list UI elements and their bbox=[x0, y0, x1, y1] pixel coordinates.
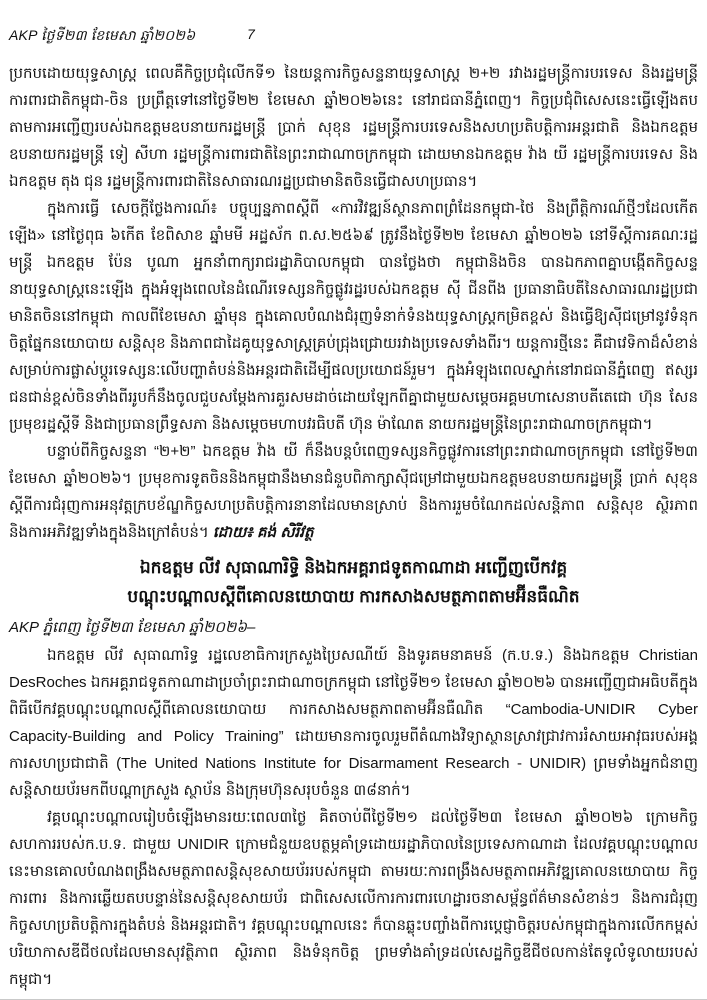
article1-paragraph-statement: ក្នុងការធ្វើ សេចក្តីថ្លែងការណ៍៖ បច្ចុប្បន្នភាពស្តីពី «ការវិវឌ្ឍន៍ស្ថានភាពព្រំដែនកម្ពុជា-ថៃ និងព្រឹត្តិការណ៍ថ្មីៗដែលកើតឡើង» នៅថ្ងៃពុធ ៦កើត ខែពិសាខ ឆ្នាំមមី អដ្ឋស័ក ព.ស.២៥៦៩ ត្រូវនឹងថ្ងៃទី២២ ខែមេសា ឆ្នាំ២០២៦ នៅទីស្តីការគណៈរដ្ឋមន្ត្រី ឯកឧត្តម ប៉ែន បូណា អ្នកនាំពាក្យរាជរដ្ឋាភិបាលកម្ពុជា បានថ្លែងថា កម្ពុជានិងចិន បានឯកភាពគ្នាបង្កើតកិច្ចសន្ទនាយុទ្ធសាស្ត្រនេះឡើង ក្នុងអំឡុងពេលនៃដំណើរទេស្សនកិច្ចផ្លូវរដ្ឋរបស់ឯកឧត្តម ស៊ី ជីនពីង ប្រធានាធិបតីនៃសាធារណរដ្ឋប្រជាមានិតចិននៅកម្ពុជា កាលពីខែមេសា ឆ្នាំមុន ក្នុងគោលបំណងជំរុញទំនាក់ទំនងយុទ្ធសាស្ត្រកម្រិតខ្ពស់ និងធ្វើឱ្យស៊ីជម្រៅនូវទំនុកចិត្តផ្នែកនយោបាយ សន្តិសុខ និងភាពជាដៃគូយុទ្ធសាស្ត្រគ្រប់ជ្រុងជ្រោយរវាងប្រទេសទាំងពីរ។ យន្តការថ្មីនេះ គឺជាវេទិកាដ៏សំខាន់សម្រាប់ការផ្លាស់ប្តូរទេស្សនៈលើបញ្ហាតំបន់និងអន្តរជាតិដើម្បីផលប្រយោជន៍រួម។ ក្នុងអំឡុងពេលស្នាក់នៅរាជធានីភ្នំពេញ ឥស្សរជនជាន់ខ្ពស់ចិនទាំងពីររូបក៏នឹងចូលជួបសម្តែងការគួរសមដាច់ដោយឡែកពីគ្នាជាមួយសម្តេចអគ្គមហាសេនាបតីតេជោ ហ៊ុន សែន ប្រមុខរដ្ឋស្តីទី និងជាប្រធានព្រឹទ្ធសភា និងសម្តេចមហាបវរធិបតី ហ៊ុន ម៉ាណែត នាយករដ្ឋមន្ត្រីនៃព្រះរាជាណាចក្រកម្ពុជា។ bbox=[9, 200, 698, 433]
article1-paragraph-continuation: ប្រកបដោយយុទ្ធសាស្ត្រ ពេលគឺកិច្ចប្រជុំលើកទី១ នៃយន្តការកិច្ចសន្ទនាយុទ្ធសាស្ត្រ ២+២ រវាងរដ្ឋមន្ត្រីការបរទេស និងរដ្ឋមន្ត្រីការពារជាតិកម្ពុជា-ចិន ប្រព្រឹត្តទៅនៅថ្ងៃទី២២ ខែមេសា ឆ្នាំ២០២៦នេះ នៅរាជធានីភ្នំពេញ។ កិច្ចប្រជុំពិសេសនេះធ្វើឡើងតបតាមការអញ្ជើញរបស់ឯកឧត្តមឧបនាយករដ្ឋមន្ត្រី ប្រាក់ សុខុន រដ្ឋមន្ត្រីការបរទេសនិងសហប្រតិបត្តិការអន្តរជាតិ និងឯកឧត្តមឧបនាយករដ្ឋមន្ត្រី ទៀ សីហា រដ្ឋមន្ត្រីការពារជាតិនៃព្រះរាជាណាចក្រកម្ពុជា ដោយមានឯកឧត្តម វ៉ាង យី រដ្ឋមន្ត្រីការបរទេស និងឯកឧត្តម តុង ជុន រដ្ឋមន្ត្រីការពារជាតិនៃសាធារណរដ្ឋប្រជាមានិតចិនធ្វើជាសហប្រធាន។ bbox=[9, 65, 698, 190]
page-number: 7 bbox=[247, 26, 255, 42]
article1-byline: ដោយ៖ គង់ សិរីវត្ថ bbox=[212, 524, 314, 541]
article2-paragraph-details: វគ្គបណ្តុះបណ្តាលរៀបចំឡើងមានរយៈពេល៣ថ្ងៃ គិតចាប់ពីថ្ងៃទី២១ ដល់ថ្ងៃទី២៣ ខែមេសា ឆ្នាំ២០២៦ ក្រោមកិច្ចសហការរបស់ក.ប.ទ. ជាមួយ UNIDIR ក្រោមជំនួយឧបត្ថម្ភគាំទ្រដោយរដ្ឋាភិបាលនៃប្រទេសកាណាដា ដែលវគ្គបណ្តុះបណ្តាលនេះមានគោលបំណងពង្រឹងសមត្ថភាពសន្តិសុខសាយប័ររបស់កម្ពុជា តាមរយៈការពង្រឹងសមត្ថភាពអភិវឌ្ឍគោលនយោបាយ កិច្ចការពារ និងការឆ្លើយតបបន្ទាន់នៃសន្តិសុខសាយប័រ ជាពិសេសលើការការពារហេដ្ឋារចនាសម្ព័ន្ធព័ត៌មានសំខាន់ៗ និងការជំរុញកិច្ចសហប្រតិបត្តិការក្នុងតំបន់ និងអន្តរជាតិ។ វគ្គបណ្តុះបណ្តាលនេះ ក៏បានឆ្លុះបញ្ចាំងពីការប្តេជ្ញាចិត្តរបស់កម្ពុជាក្នុងការលើកកម្ពស់បរិយាកាសឌីជីថលដែលមានសុវត្ថិភាព ស្ថិរភាព និងទំនុកចិត្ត ព្រមទាំងគាំទ្រដល់សេដ្ឋកិច្ចឌីជីថលកាន់តែទូលំទូលាយរបស់កម្ពុជា។ bbox=[9, 809, 698, 988]
masthead-date: AKP ថ្ងៃទី២៣ ខែមេសា ឆ្នាំ២០២៦ bbox=[9, 27, 196, 43]
article2-paragraph-opening: ឯកឧត្តម លីវ សុធាណារិទ្ធ រដ្ឋលេខាធិការក្រសួងប្រៃសណីយ៍ និងទូរគមនាគមន៍ (ក.ប.ទ.) និងឯកឧត្តម Christian DesRoches ឯកអគ្គរាជទូតកាណាដាប្រចាំព្រះរាជាណាចក្រកម្ពុជា នៅថ្ងៃទី២១ ខែមេសា ឆ្នាំ២០២៦ បានអញ្ជើញជាអធិបតីក្នុងពិធីបើកវគ្គបណ្តុះបណ្តាលស្តីពីគោលនយោបាយ ការកសាងសមត្ថភាពតាមអ៊ីនធឺណិត “Cambodia-UNIDIR Cyber Capacity-Building and Policy Training” ដោយមានការចូលរួមពីតំណាងវិទ្យាស្ថានស្រាវជ្រាវការរំសាយអាវុធរបស់អង្គការសហប្រជាជាតិ (The United Nations Institute for Disarmament Research - UNIDIR) ព្រមទាំងអ្នកជំនាញសន្តិសាយប័រមកពីបណ្តាក្រសួង ស្ថាប័ន និងក្រុមហ៊ុនសរុបចំនួន ៣៨នាក់។ bbox=[9, 647, 698, 799]
article1-paragraph-visit bbox=[9, 438, 698, 546]
article1-paragraph-visit-text: បន្ទាប់ពីកិច្ចសន្ទនា “២+២” ឯកឧត្តម វ៉ាង យី ក៏នឹងបន្តបំពេញទស្សនកិច្ចផ្លូវការនៅព្រះរាជាណាចក្រកម្ពុជា នៅថ្ងៃទី២៣ ខែមេសា ឆ្នាំ២០២៦។ ប្រមុខការទូតចិននិងកម្ពុជានឹងមានជំនួបពិភាក្សាស៊ីជម្រៅជាមួយឯកឧត្តមឧបនាយករដ្ឋមន្ត្រី ប្រាក់ សុខុន ស្តីពីការជំរុញការអនុវត្តក្របខ័ណ្ឌកិច្ចសហប្រតិបត្តិការនានាដែលមានស្រាប់ និងការរួមចំណែកដល់សន្តិភាព សន្តិសុខ ស្ថិរភាព និងការអភិវឌ្ឍទាំងក្នុងនិងក្រៅតំបន់។ bbox=[9, 443, 698, 541]
page-header bbox=[9, 26, 698, 52]
article2-headline-line1: ឯកឧត្តម លីវ សុធាណារិទ្ធិ និងឯកអគ្គរាជទូតកាណាដា អញ្ជើញបើកវគ្គ bbox=[139, 558, 568, 577]
article-unidir-training bbox=[9, 553, 698, 993]
article2-dateline: AKP ភ្នំពេញ ថ្ងៃទី២៣ ខែមេសា ឆ្នាំ២០២៦– bbox=[9, 619, 256, 636]
article2-headline bbox=[27, 553, 680, 611]
article2-headline-line2: បណ្តុះបណ្តាលស្តីពីគោលនយោបាយ ការកសាងសមត្ថភាពតាមអ៊ីនធឺណិត bbox=[127, 587, 580, 606]
article-china-dialogue bbox=[9, 60, 698, 546]
